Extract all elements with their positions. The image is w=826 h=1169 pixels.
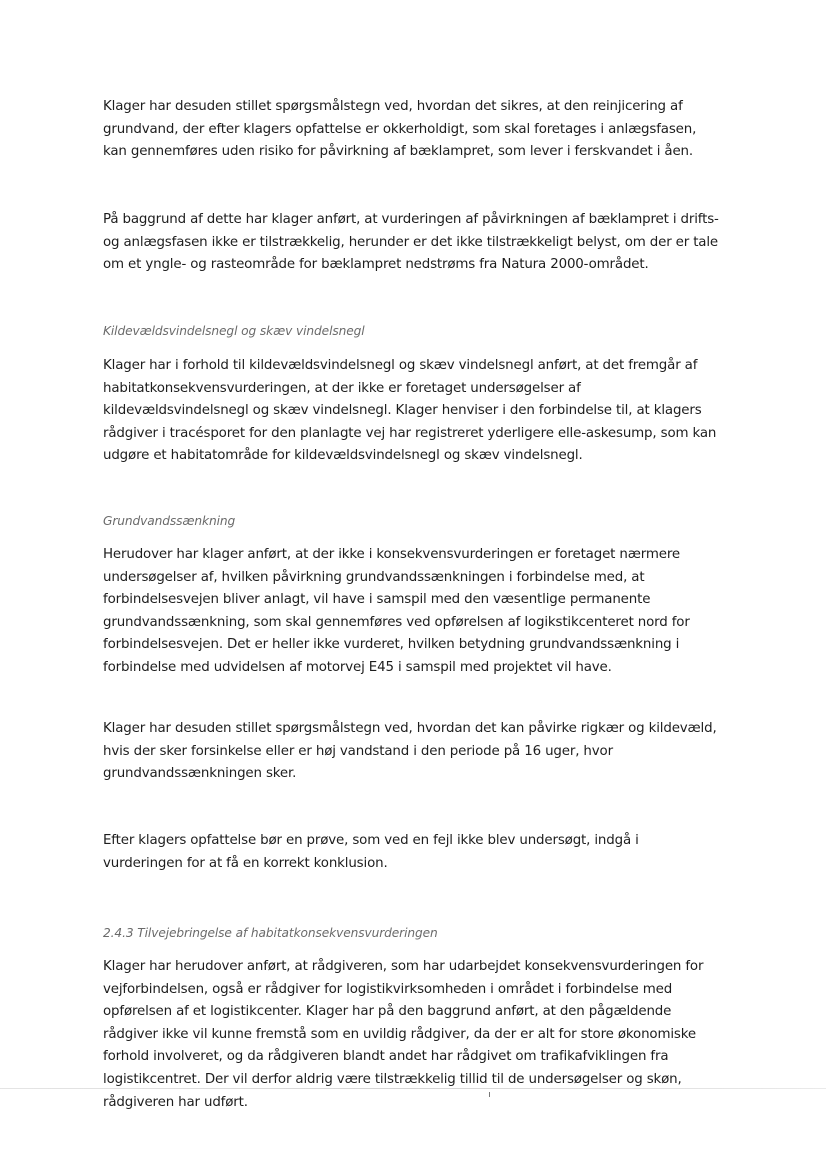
- paragraph-raadgiver: Klager har herudover anført, at rådgiveren, som har udarbejdet konsekvensvurderingen for vejforbindelsen, også er rådgiver for logistikvirksomheden i området i forbindelse med opførelsen af et logistikcenter. Klager har på den baggrund anført, at den pågældende rådgiver ikke vil kunne fremstå som en uvildig rådgiver, da der er alt for store økonomiske forhold involveret, og da rådgiveren blandt andet har rådgivet om trafikafviklingen fra logistikcentret. Der vil derfor aldrig være tilstrækkelig tillid til de undersøgelser og skøn, rådgiveren har udført.: [103, 959, 704, 1110]
- paragraph-reinjicering: Klager har desuden stillet spørgsmålstegn ved, hvordan det sikres, at den reinjicering af grundvand, der efter klagers opfattelse er okkerholdigt, som skal foretages i anlægsfasen, kan gennemføres uden risiko for påvirkning af bæklampret, som lever i ferskvandet i åen.: [103, 99, 697, 160]
- scan-artifact-speck: [489, 1092, 493, 1097]
- section-heading-grundvandssaenkning: Grundvandssænkning: [103, 514, 236, 528]
- paragraph-proeve: Efter klagers opfattelse bør en prøve, som ved en fejl ikke blev undersøgt, indgå i vurderingen for at få en korrekt konklusion.: [103, 833, 639, 871]
- section-heading-vindelsnegl: Kildevældsvindelsnegl og skæv vindelsnegl: [103, 324, 365, 338]
- paragraph-vindelsnegl: Klager har i forhold til kildevældsvindelsnegl og skæv vindelsnegl anført, at det fremgår af habitatkonsekvensvurderingen, at der ikke er foretaget undersøgelser af kildevældsvindelsnegl og skæv vindelsnegl. Klager henviser i den forbindelse til, at klagers rådgiver i tracésporet for den planlagte vej har registreret yderligere elle-askesump, som kan udgøre et habitatområde for kildevældsvindelsnegl og skæv vindelsnegl.: [103, 358, 717, 464]
- section-heading-2-4-3: 2.4.3 Tilvejebringelse af habitatkonsekvensvurderingen: [103, 926, 438, 940]
- paragraph-grundvandssaenkning: Herudover har klager anført, at der ikke i konsekvensvurderingen er foretaget nærmere undersøgelser af, hvilken påvirkning grundvandssænkningen i forbindelse med, at forbindelsesvejen bliver anlagt, vil have i samspil med den væsentlige permanente grundvandssænkning, som skal gennemføres ved opførelsen af logikstikcenteret nord for forbindelsesvejen. Det er heller ikke vurderet, hvilken betydning grundvandssænkning i forbindelse med udvidelsen af motorvej E45 i samspil med projektet vil have.: [103, 547, 690, 675]
- paragraph-rigkaer-kildevaeld: Klager har desuden stillet spørgsmålstegn ved, hvordan det kan påvirke rigkær og kildevæld, hvis der sker forsinkelse eller er høj vandstand i den periode på 16 uger, hvor grundvandssænkningen sker.: [103, 721, 717, 782]
- paragraph-baeklampret-vurdering: På baggrund af dette har klager anført, at vurderingen af påvirkningen af bæklampret i drifts- og anlægsfasen ikke er tilstrækkelig, herunder er det ikke tilstrækkeligt belyst, om der er tale om et yngle- og rasteområde for bæklampret nedstrøms fra Natura 2000-området.: [103, 212, 719, 273]
- scan-artifact-line: [0, 1088, 826, 1089]
